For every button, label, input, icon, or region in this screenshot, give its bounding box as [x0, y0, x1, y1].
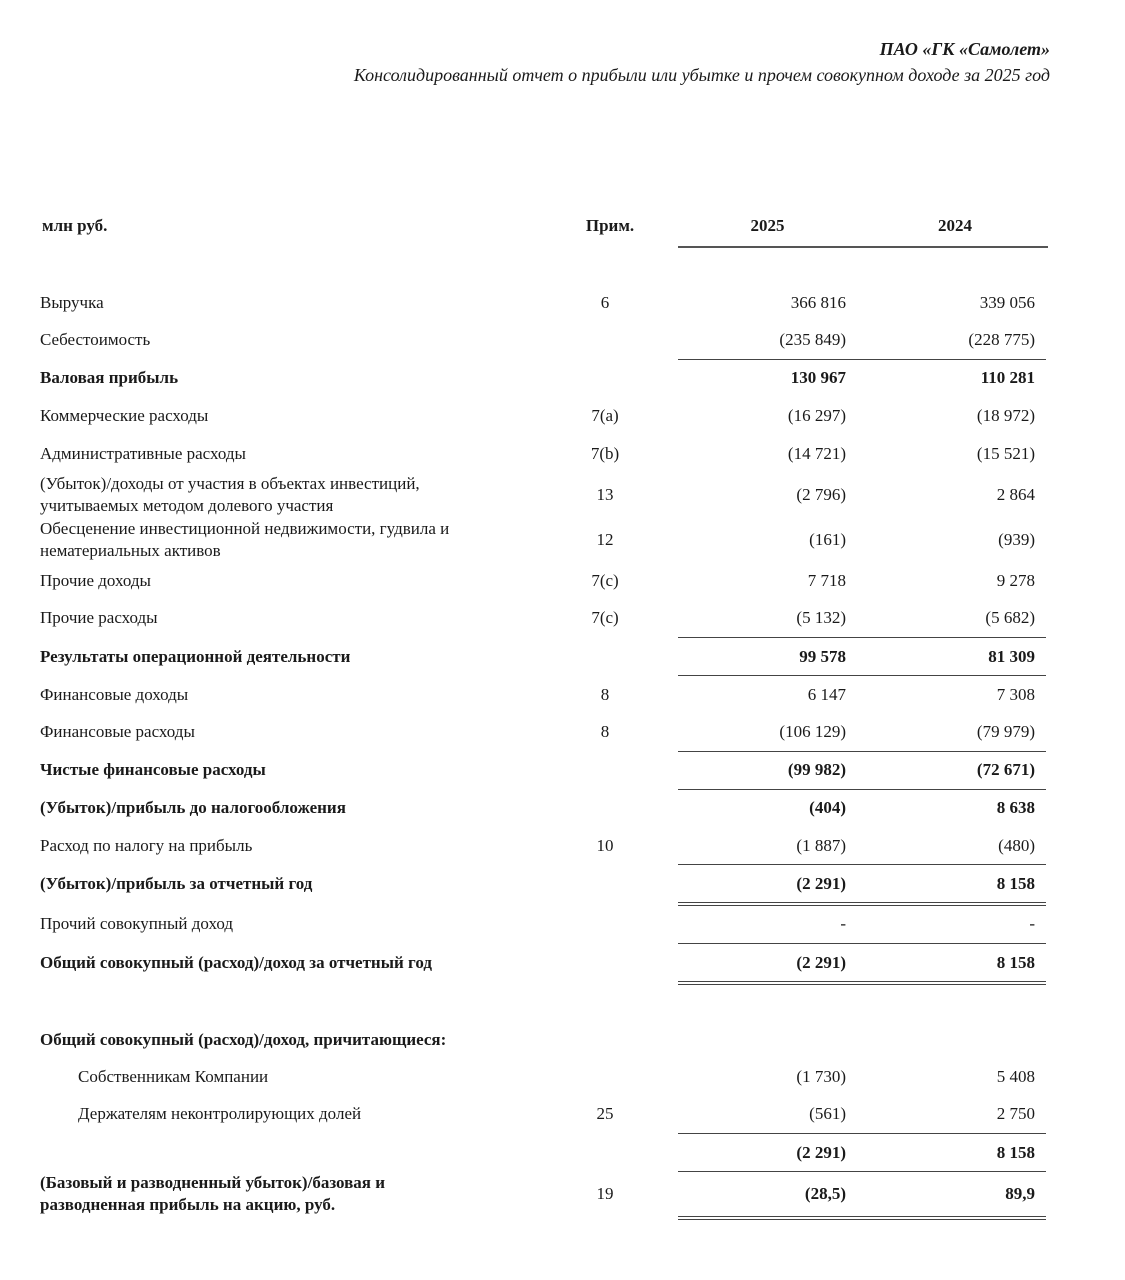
row-label: Административные расходы [40, 444, 246, 463]
row-value-2024: - [1029, 914, 1035, 933]
row-value-2025: 366 816 [790, 293, 846, 312]
subtotal-rule [678, 789, 1046, 790]
row-note: 8 [600, 722, 610, 741]
row-label: (Убыток)/доходы от участия в объектах инвестиций, учитываемых методом долевого участия [40, 474, 420, 515]
row-note: 7(a) [591, 406, 619, 425]
row-label: Чистые финансовые расходы [40, 760, 266, 779]
row-value-2025: (14 721) [787, 444, 846, 463]
header-divider [678, 246, 1048, 248]
row-value-2025: (1 730) [796, 1067, 846, 1086]
row-value-2025: (235 849) [779, 330, 846, 349]
double-total-rule [678, 981, 1046, 985]
row-value-2024: (72 671) [976, 760, 1035, 779]
table-row-eps [0, 1172, 1125, 1216]
column-header-note: Прим. [585, 216, 635, 235]
row-value-2025: 6 147 [807, 685, 846, 704]
row-value-2024: 2 864 [996, 485, 1035, 504]
row-value-2025: (16 297) [787, 406, 846, 425]
row-value-2025: (404) [809, 798, 846, 817]
row-note: 12 [596, 530, 614, 549]
row-value-2024: 339 056 [979, 293, 1035, 312]
row-label: (Базовый и разводненный убыток)/базовая и разводненная прибыль на акцию, руб. [40, 1173, 386, 1214]
section-heading: Общий совокупный (расход)/доход, причитающиеся: [40, 1030, 447, 1049]
row-value-2024: 7 308 [996, 685, 1035, 704]
row-label: Прочий совокупный доход [40, 914, 234, 933]
row-value-2025: (5 132) [796, 608, 846, 627]
row-value-2024: 8 638 [996, 798, 1035, 817]
row-note: 13 [596, 485, 614, 504]
row-label: Коммерческие расходы [40, 406, 209, 425]
column-header-unit: млн руб. [42, 216, 108, 235]
row-value-2024: (15 521) [976, 444, 1035, 463]
row-value-2024: 110 281 [980, 368, 1035, 387]
row-label: Выручка [40, 293, 104, 312]
row-value-2024: (480) [998, 836, 1035, 855]
row-note: 8 [600, 685, 610, 704]
row-value-2025: (106 129) [779, 722, 846, 741]
subtotal-rule [678, 864, 1046, 865]
row-value-2024: (5 682) [985, 608, 1035, 627]
row-note: 19 [596, 1184, 614, 1203]
row-label: Валовая прибыль [40, 368, 179, 387]
report-header [354, 36, 1050, 88]
row-label: (Убыток)/прибыль за отчетный год [40, 874, 313, 893]
column-header-2024: 2024 [938, 216, 972, 235]
subtotal-rule [678, 637, 1046, 638]
row-label: Собственникам Компании [78, 1067, 269, 1086]
row-value-2024: 81 309 [988, 647, 1035, 666]
row-value-2025: 7 718 [807, 571, 846, 590]
row-value-2024: (79 979) [976, 722, 1035, 741]
subtotal-rule [678, 751, 1046, 752]
row-label: Прочие расходы [40, 608, 158, 627]
row-value-2024: (228 775) [968, 330, 1035, 349]
row-value-2024: 8 158 [996, 1143, 1035, 1162]
double-total-rule [678, 902, 1046, 906]
subtotal-rule [678, 675, 1046, 676]
row-value-2025: (28,5) [804, 1184, 846, 1203]
table-row-impairment [0, 518, 1125, 562]
subtotal-rule [678, 943, 1046, 944]
row-label: Держателям неконтролирующих долей [78, 1104, 362, 1123]
row-value-2025: (2 291) [796, 1143, 846, 1162]
row-label: Финансовые доходы [40, 685, 189, 704]
row-label: (Убыток)/прибыль до налогообложения [40, 798, 346, 817]
report-title: Консолидированный отчет о прибыли или убытке и прочем совокупном доходе за 2025 год [353, 65, 1050, 85]
row-value-2024: 8 158 [996, 874, 1035, 893]
row-value-2025: (161) [809, 530, 846, 549]
row-label: Себестоимость [40, 330, 151, 349]
row-value-2024: 5 408 [996, 1067, 1035, 1086]
row-value-2025: - [840, 914, 846, 933]
row-label: Общий совокупный (расход)/доход за отчетный год [40, 953, 432, 972]
row-value-2025: 130 967 [790, 368, 846, 387]
row-label: Расход по налогу на прибыль [40, 836, 253, 855]
row-note: 7(c) [591, 571, 619, 590]
table-row-equity-investees [0, 473, 1125, 517]
double-total-rule [678, 1216, 1046, 1220]
row-value-2024: 89,9 [1005, 1184, 1035, 1203]
row-value-2024: 9 278 [996, 571, 1035, 590]
row-label: Финансовые расходы [40, 722, 195, 741]
row-value-2025: (2 291) [796, 874, 846, 893]
row-note: 10 [596, 836, 614, 855]
row-label: Результаты операционной деятельности [40, 647, 351, 666]
row-label: Обесценение инвестиционной недвижимости, гудвила и нематериальных активов [40, 519, 450, 560]
subtotal-rule [678, 359, 1046, 360]
row-note: 25 [596, 1104, 614, 1123]
row-note: 7(b) [590, 444, 620, 463]
row-label: Прочие доходы [40, 571, 151, 590]
company-name: ПАО «ГК «Самолет» [879, 39, 1050, 59]
row-value-2025: (1 887) [796, 836, 846, 855]
row-value-2025: (2 291) [796, 953, 846, 972]
row-value-2024: (939) [998, 530, 1035, 549]
row-note: 6 [600, 293, 610, 312]
row-note: 7(c) [591, 608, 619, 627]
row-value-2025: (2 796) [796, 485, 846, 504]
row-value-2024: 2 750 [996, 1104, 1035, 1123]
row-value-2025: (99 982) [787, 760, 846, 779]
row-value-2025: 99 578 [799, 647, 846, 666]
row-value-2024: 8 158 [996, 953, 1035, 972]
row-value-2024: (18 972) [976, 406, 1035, 425]
column-header-2025: 2025 [750, 216, 785, 235]
row-value-2025: (561) [809, 1104, 846, 1123]
subtotal-rule [678, 1133, 1046, 1134]
